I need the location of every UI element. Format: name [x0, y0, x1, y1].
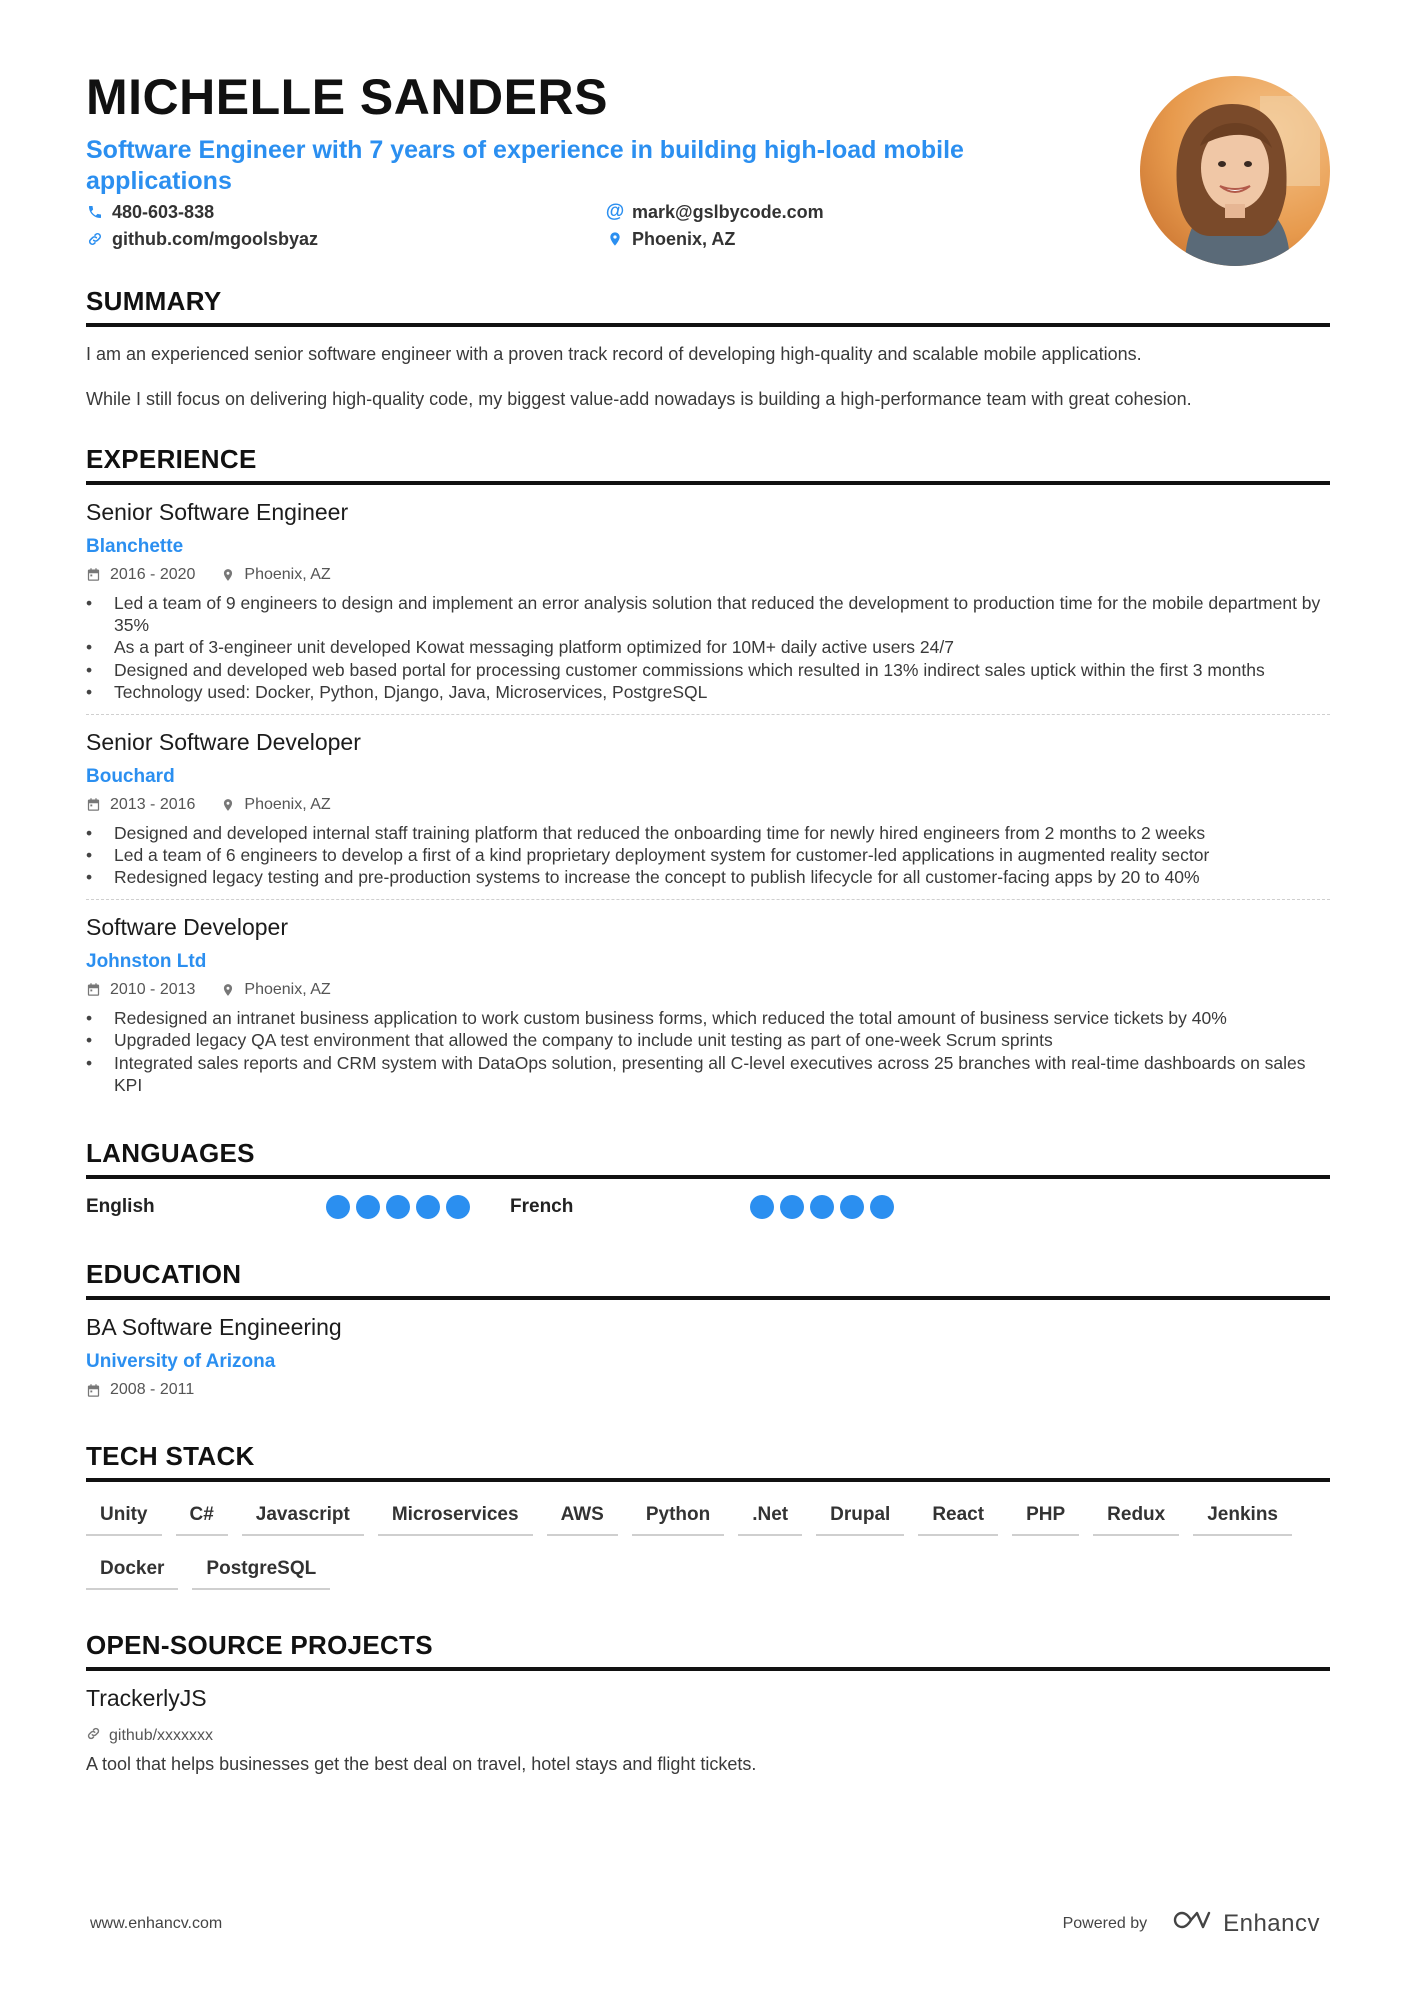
- language-level-dot: [810, 1195, 834, 1219]
- email-text: mark@gslbycode.com: [632, 201, 824, 222]
- job-location: Phoenix, AZ: [244, 980, 331, 998]
- job-meta: [86, 566, 1330, 584]
- tech-tag: AWS: [547, 1502, 618, 1536]
- enhancv-logo[interactable]: [1171, 1908, 1320, 1939]
- job-bullet: • Redesigned an intranet business application to work custom business forms, which reduced the total amount of business service tickets by 40%: [86, 1007, 1330, 1029]
- job-role: Senior Software Engineer: [86, 498, 349, 525]
- job-bullet: • Upgraded legacy QA test environment that allowed the company to include unit testing as part of one-week Scrum sprints: [86, 1029, 1330, 1051]
- job-bullets: [86, 592, 1330, 704]
- job-entry: [86, 485, 1330, 714]
- education-section: [86, 1259, 1330, 1399]
- contact-github[interactable]: [86, 229, 606, 250]
- location-pin-icon: [221, 797, 235, 813]
- summary-paragraph: While I still focus on delivering high-quality code, my biggest value-add nowadays is building a high-performance team with great cohesion.: [86, 388, 1192, 409]
- job-role: Software Developer: [86, 913, 288, 940]
- tech-tag: Redux: [1093, 1502, 1179, 1536]
- language-level-dot: [416, 1195, 440, 1219]
- tech-tag-list: [86, 1502, 1330, 1590]
- language-item: [86, 1195, 510, 1219]
- tech-tag: Unity: [86, 1502, 162, 1536]
- tech-tag: Javascript: [242, 1502, 364, 1536]
- calendar-icon: [86, 567, 101, 582]
- projects-title: OPEN-SOURCE PROJECTS: [86, 1630, 1330, 1671]
- job-company[interactable]: Blanchette: [86, 535, 184, 557]
- tech-tag: .Net: [738, 1502, 802, 1536]
- job-role: Senior Software Developer: [86, 728, 361, 755]
- link-icon: [86, 1726, 101, 1746]
- tech-tag: Jenkins: [1193, 1502, 1292, 1536]
- at-icon: @: [605, 201, 625, 222]
- location-pin-icon: [221, 982, 235, 998]
- education-school[interactable]: University of Arizona: [86, 1351, 276, 1373]
- education-degree: BA Software Engineering: [86, 1314, 342, 1341]
- tech-tag: Drupal: [816, 1502, 904, 1536]
- project-description: A tool that helps businesses get the best deal on travel, hotel stays and flight tickets.: [86, 1754, 757, 1775]
- language-level-dot: [870, 1195, 894, 1219]
- contact-list: [86, 202, 1330, 250]
- phone-icon: [86, 203, 104, 221]
- job-company[interactable]: Johnston Ltd: [86, 950, 207, 972]
- job-dates: 2010 - 2013: [110, 980, 196, 998]
- job-entry: [86, 899, 1330, 1107]
- contact-phone[interactable]: [86, 202, 606, 223]
- calendar-icon: [86, 1383, 101, 1398]
- tech-tag: PostgreSQL: [192, 1556, 330, 1590]
- language-level-dot: [356, 1195, 380, 1219]
- job-location: Phoenix, AZ: [244, 565, 331, 583]
- job-bullet: • Redesigned legacy testing and pre-production systems to increase the concept to publish lifecycle for all customer-facing apps by 20 to 40%: [86, 866, 1330, 888]
- candidate-headline: Software Engineer with 7 years of experience in building high-load mobile applications: [86, 136, 964, 196]
- tech-tag: C#: [176, 1502, 228, 1536]
- job-bullets: [86, 1007, 1330, 1097]
- tech-tag: Microservices: [378, 1502, 533, 1536]
- contact-location: [606, 229, 1006, 250]
- page-footer: [90, 1908, 1320, 1939]
- job-bullet: • Led a team of 6 engineers to develop a first of a kind proprietary deployment system for customer-led applications in augmented reality sector: [86, 844, 1330, 866]
- language-list: [86, 1195, 1330, 1219]
- language-level: [750, 1195, 894, 1219]
- education-title: EDUCATION: [86, 1259, 1330, 1300]
- language-item: [510, 1195, 934, 1219]
- education-meta: [86, 1381, 1330, 1399]
- location-pin-icon: [221, 567, 235, 583]
- job-entry: [86, 714, 1330, 899]
- project-name: TrackerlyJS: [86, 1685, 207, 1712]
- projects-section: [86, 1630, 1330, 1775]
- job-location: Phoenix, AZ: [244, 795, 331, 813]
- job-bullet: • Integrated sales reports and CRM system with DataOps solution, presenting all C-level executives across 25 branches with real-time dashboards on sales KPI: [86, 1052, 1330, 1097]
- job-bullet: • Technology used: Docker, Python, Django, Java, Microservices, PostgreSQL: [86, 681, 1330, 703]
- github-text: github.com/mgoolsbyaz: [112, 228, 319, 249]
- powered-by-label: Powered by: [1062, 1914, 1148, 1932]
- job-company[interactable]: Bouchard: [86, 765, 175, 787]
- language-level-dot: [750, 1195, 774, 1219]
- experience-section: [86, 444, 1330, 1107]
- location-pin-icon: [606, 230, 624, 248]
- job-meta: [86, 981, 1330, 999]
- job-dates: 2016 - 2020: [110, 565, 196, 583]
- language-level-dot: [386, 1195, 410, 1219]
- footer-brand-area: [1063, 1908, 1320, 1939]
- project-link[interactable]: [86, 1726, 1330, 1746]
- job-bullet: • Designed and developed internal staff training platform that reduced the onboarding time for newly hired engineers from 2 months to 2 weeks: [86, 822, 1330, 844]
- language-level-dot: [780, 1195, 804, 1219]
- footer-website[interactable]: www.enhancv.com: [90, 1914, 223, 1932]
- language-level-dot: [326, 1195, 350, 1219]
- calendar-icon: [86, 982, 101, 997]
- education-dates: 2008 - 2011: [110, 1381, 195, 1399]
- location-text: Phoenix, AZ: [632, 228, 736, 249]
- language-level-dot: [840, 1195, 864, 1219]
- language-level-dot: [446, 1195, 470, 1219]
- summary-section: [86, 286, 1330, 412]
- job-meta: [86, 796, 1330, 814]
- candidate-name: MICHELLE SANDERS: [86, 69, 608, 125]
- language-name: French: [510, 1196, 574, 1218]
- job-bullets: [86, 822, 1330, 889]
- link-icon: [86, 230, 104, 248]
- job-bullet: • As a part of 3-engineer unit developed Kowat messaging platform optimized for 10M+ daily active users 24/7: [86, 636, 1330, 658]
- languages-section: [86, 1138, 1330, 1219]
- contact-email[interactable]: [606, 202, 1006, 223]
- summary-paragraph: I am an experienced senior software engineer with a proven track record of developing high-quality and scalable mobile applications.: [86, 343, 1142, 364]
- languages-title: LANGUAGES: [86, 1138, 1330, 1179]
- job-bullet: • Designed and developed web based portal for processing customer commissions which resulted in 13% indirect sales uptick within the first 3 months: [86, 659, 1330, 681]
- language-name: English: [86, 1196, 155, 1218]
- language-level: [326, 1195, 470, 1219]
- tech-stack-title: TECH STACK: [86, 1441, 1330, 1482]
- tech-tag: PHP: [1012, 1502, 1079, 1536]
- tech-tag: Python: [632, 1502, 724, 1536]
- resume-header: [86, 70, 1330, 250]
- tech-stack-section: [86, 1441, 1330, 1590]
- profile-photo: [1140, 76, 1330, 266]
- tech-tag: Docker: [86, 1556, 178, 1590]
- project-link-text: github/xxxxxxx: [109, 1727, 214, 1745]
- tech-tag: React: [918, 1502, 998, 1536]
- phone-text: 480-603-838: [112, 201, 215, 222]
- brand-name: Enhancv: [1223, 1909, 1320, 1937]
- enhancv-logo-icon: [1171, 1908, 1215, 1939]
- experience-title: EXPERIENCE: [86, 444, 1330, 485]
- job-dates: 2013 - 2016: [110, 795, 196, 813]
- resume-content: [86, 70, 1330, 1775]
- calendar-icon: [86, 797, 101, 812]
- job-bullet: • Led a team of 9 engineers to design and implement an error analysis solution that reduced the development to production time for the mobile department by 35%: [86, 592, 1330, 637]
- summary-title: SUMMARY: [86, 286, 1330, 327]
